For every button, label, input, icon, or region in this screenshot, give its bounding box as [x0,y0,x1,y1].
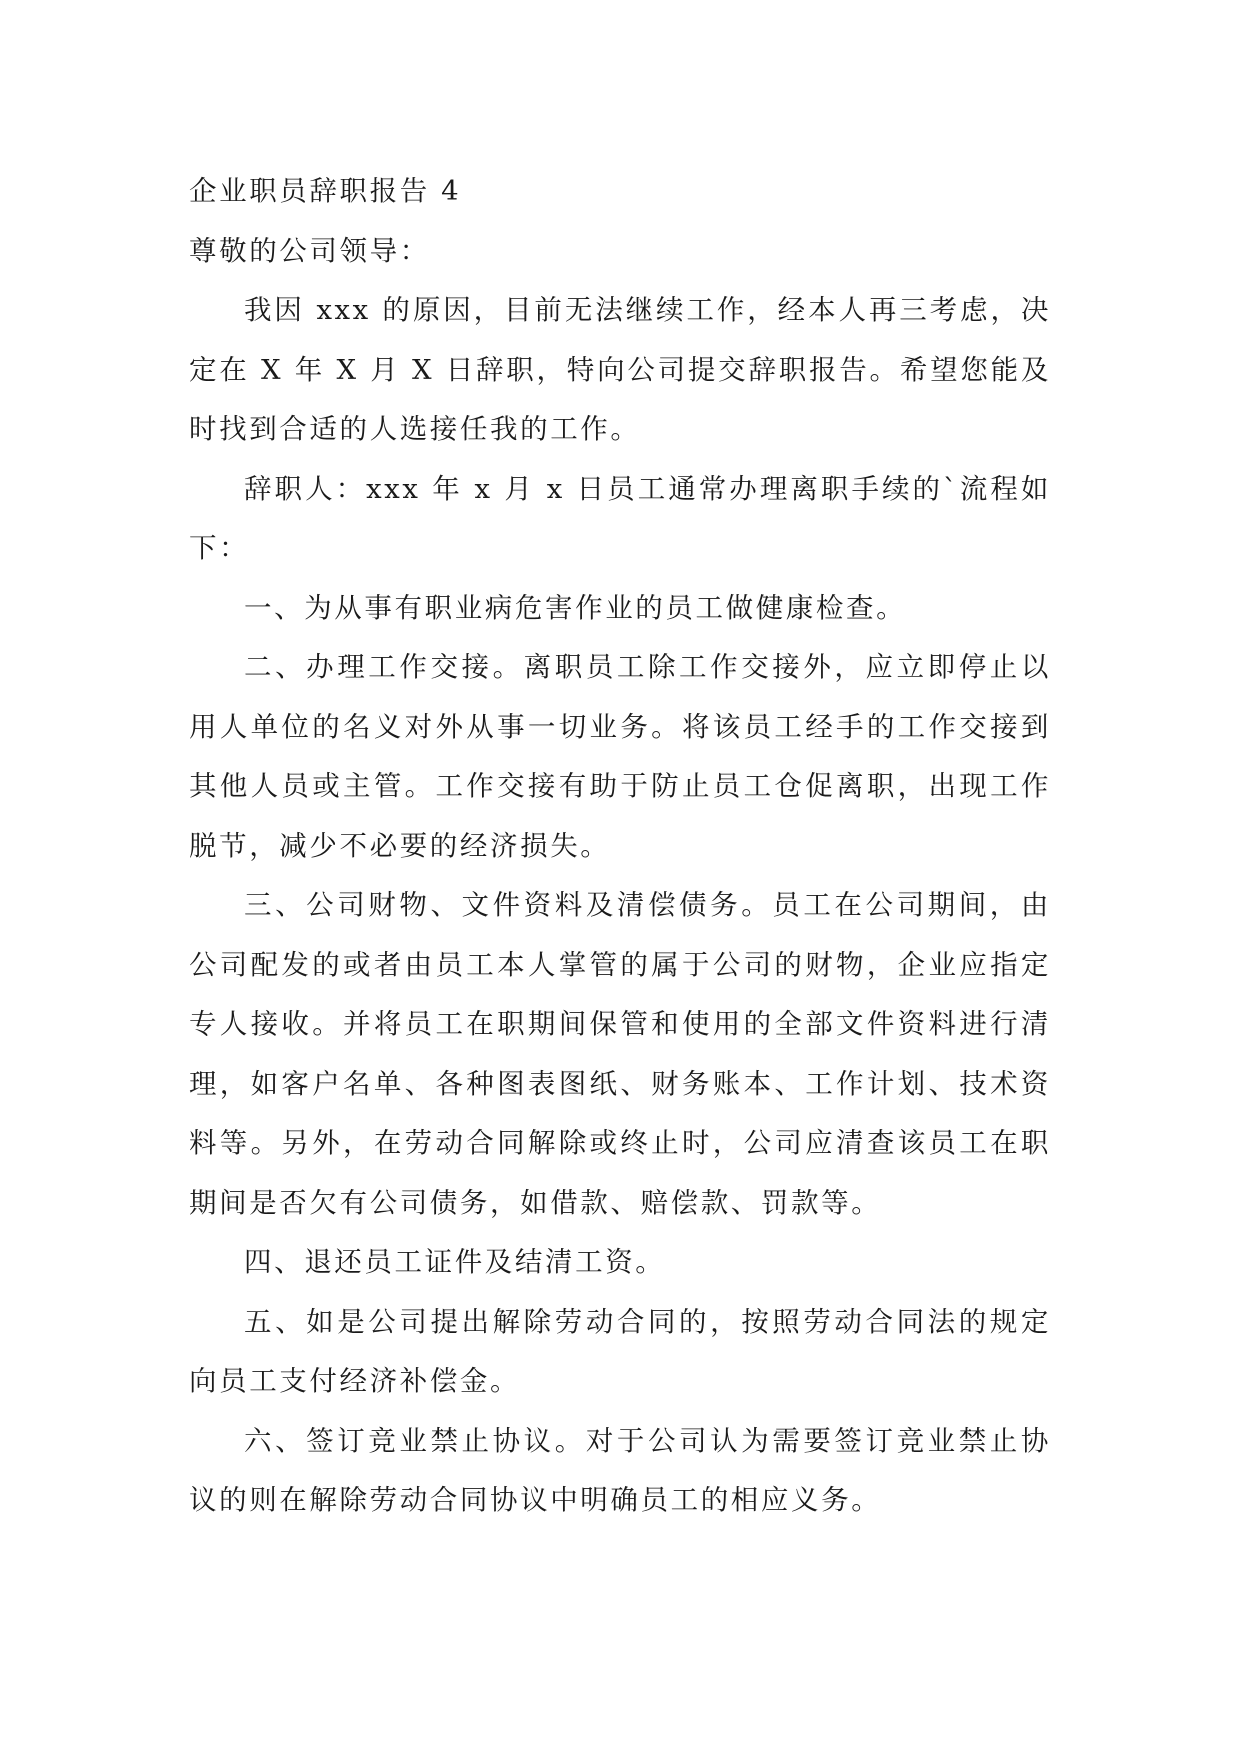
paragraph-step-5: 五、如是公司提出解除劳动合同的，按照劳动合同法的规定向员工支付经济补偿金。 [189,1305,1051,1397]
paragraph-step-1: 一、为从事有职业病危害作业的员工做健康检查。 [244,591,907,624]
paragraph-step-4: 四、退还员工证件及结清工资。 [244,1246,666,1278]
salutation: 尊敬的公司领导： [189,234,430,267]
paragraph-signature-and-procedure-intro: 辞职人：xxx 年 x 月 x 日员工通常办理离职手续的`流程如下： [189,472,1051,564]
paragraph-resignation-statement: 我因 xxx 的原因，目前无法继续工作，经本人再三考虑，决定在 X 年 X 月 X 日辞职，特向公司提交辞职报告。希望您能及时找到合适的人选接任我的工作。 [189,294,1051,445]
document-body [189,162,1051,1531]
paragraph-step-3: 三、公司财物、文件资料及清偿债务。员工在公司期间，由公司配发的或者由员工本人掌管的属于公司的财物，企业应指定专人接收。并将员工在职期间保管和使用的全部文件资料进行清理，如客户名单、各种图表图纸、财务账本、工作计划、技术资料等。另外，在劳动合同解除或终止时，公司应清查该员工在职期间是否欠有公司债务，如借款、赔偿款、罚款等。 [189,889,1051,1219]
paragraph-step-2: 二、办理工作交接。离职员工除工作交接外，应立即停止以用人单位的名义对外从事一切业务。将该员工经手的工作交接到其他人员或主管。工作交接有助于防止员工仓促离职，出现工作脱节，减少不必要的经济损失。 [189,651,1051,862]
document-title: 企业职员辞职报告 4 [189,175,462,207]
paragraph-step-6: 六、签订竞业禁止协议。对于公司认为需要签订竞业禁止协议的则在解除劳动合同协议中明确员工的相应义务。 [189,1424,1051,1516]
